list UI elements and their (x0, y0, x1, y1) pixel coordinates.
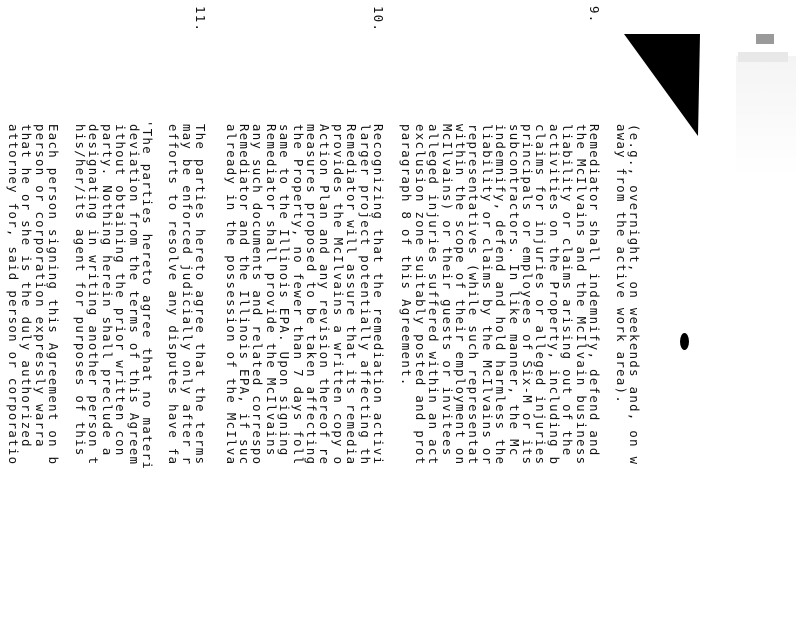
text-line: Remediator shall provide the McIlvains (263, 124, 278, 457)
text-line: provides the McIlvains a written copy o (330, 124, 345, 466)
ink-blot (680, 333, 689, 350)
text-line: within the scope of their employment on (453, 124, 467, 466)
text-line: paragraph 8 of this Agreement. (399, 124, 414, 387)
text-line: indemnify, defend and hold harmless the (493, 124, 508, 466)
text-line: exclusion zone suitably posted and prot (412, 124, 427, 466)
text-line: Remediator and the Illinois EPA, if suc (237, 124, 251, 466)
text-line: may be enforced judicially only after r (179, 124, 194, 466)
text-line: the McIlvains and the McIlvain business (573, 124, 588, 466)
text-line: liability or claims by the McIlvains or (479, 124, 494, 466)
text-line: any such documents and related correspo (250, 124, 265, 466)
text-line: 'The parties hereto agree that no materi (140, 120, 154, 471)
text-line: claims for injuries or alleged injuries (533, 124, 548, 466)
text-line: Recognizing that the remediation activi (371, 124, 385, 466)
text-line: alleged injuries suffered within an act (426, 124, 441, 466)
scan-artifact (736, 56, 796, 176)
text-line: Remediator will assure that its remedia (344, 124, 359, 466)
text-line: same to the Illinois EPA. Upon signing (277, 124, 292, 457)
text-line: The parties hereto agree that the terms (193, 124, 207, 466)
text-line: McIlvains) or their guests or invitees (439, 124, 454, 457)
text-line: measures proposed to be taken affecting (304, 124, 318, 466)
text-line: away from the active work area). (613, 124, 628, 405)
text-line: party. Nothing herein shall preclude a (99, 124, 114, 457)
text-line: attorney for, said person or corporatio (5, 124, 20, 466)
rotated-document-text (5, 6, 641, 618)
text-line: the Property, no fewer than 7 days foll (290, 124, 305, 466)
text-line: liability or claims arising out of the (560, 124, 575, 457)
text-line: representatives (while such representat (466, 124, 481, 466)
text-line: Remediator shall indemnify, defend and (587, 124, 601, 457)
text-line: (e.g., overnight, on weekends and, on w (627, 124, 641, 466)
paragraph-number: 10. (371, 6, 385, 33)
paragraph-number: 9. (587, 6, 601, 24)
text-line: deviation from the terms of this Agreem (126, 124, 141, 466)
text-line: ithout obtaining the prior written con (113, 124, 128, 457)
text-line: principals or employees of Six-M or its (520, 124, 534, 466)
text-line: that he or she is the duly authorized (19, 124, 34, 448)
text-line: activities on the Property, including b (546, 124, 561, 466)
scan-artifact (756, 34, 774, 44)
text-line: person or corporation expressly warra (32, 124, 47, 448)
text-line: subcontractors. In like manner, the Mc (506, 124, 521, 457)
text-line: Action Plan and any revision thereof re (317, 124, 332, 466)
text-line: efforts to resolve any disputes have fa (166, 124, 181, 466)
text-line: designating in writing another person t (86, 124, 101, 466)
text-line: his/her/its agent for purposes of this (73, 124, 87, 457)
text-line: Each person signing this Agreement on b (46, 124, 60, 466)
scan-artifact (738, 52, 788, 62)
paragraph-number: 11. (193, 6, 207, 33)
text-line: already in the possession of the McIlva (223, 124, 238, 466)
text-line: larger project potentially affecting th (357, 124, 372, 466)
